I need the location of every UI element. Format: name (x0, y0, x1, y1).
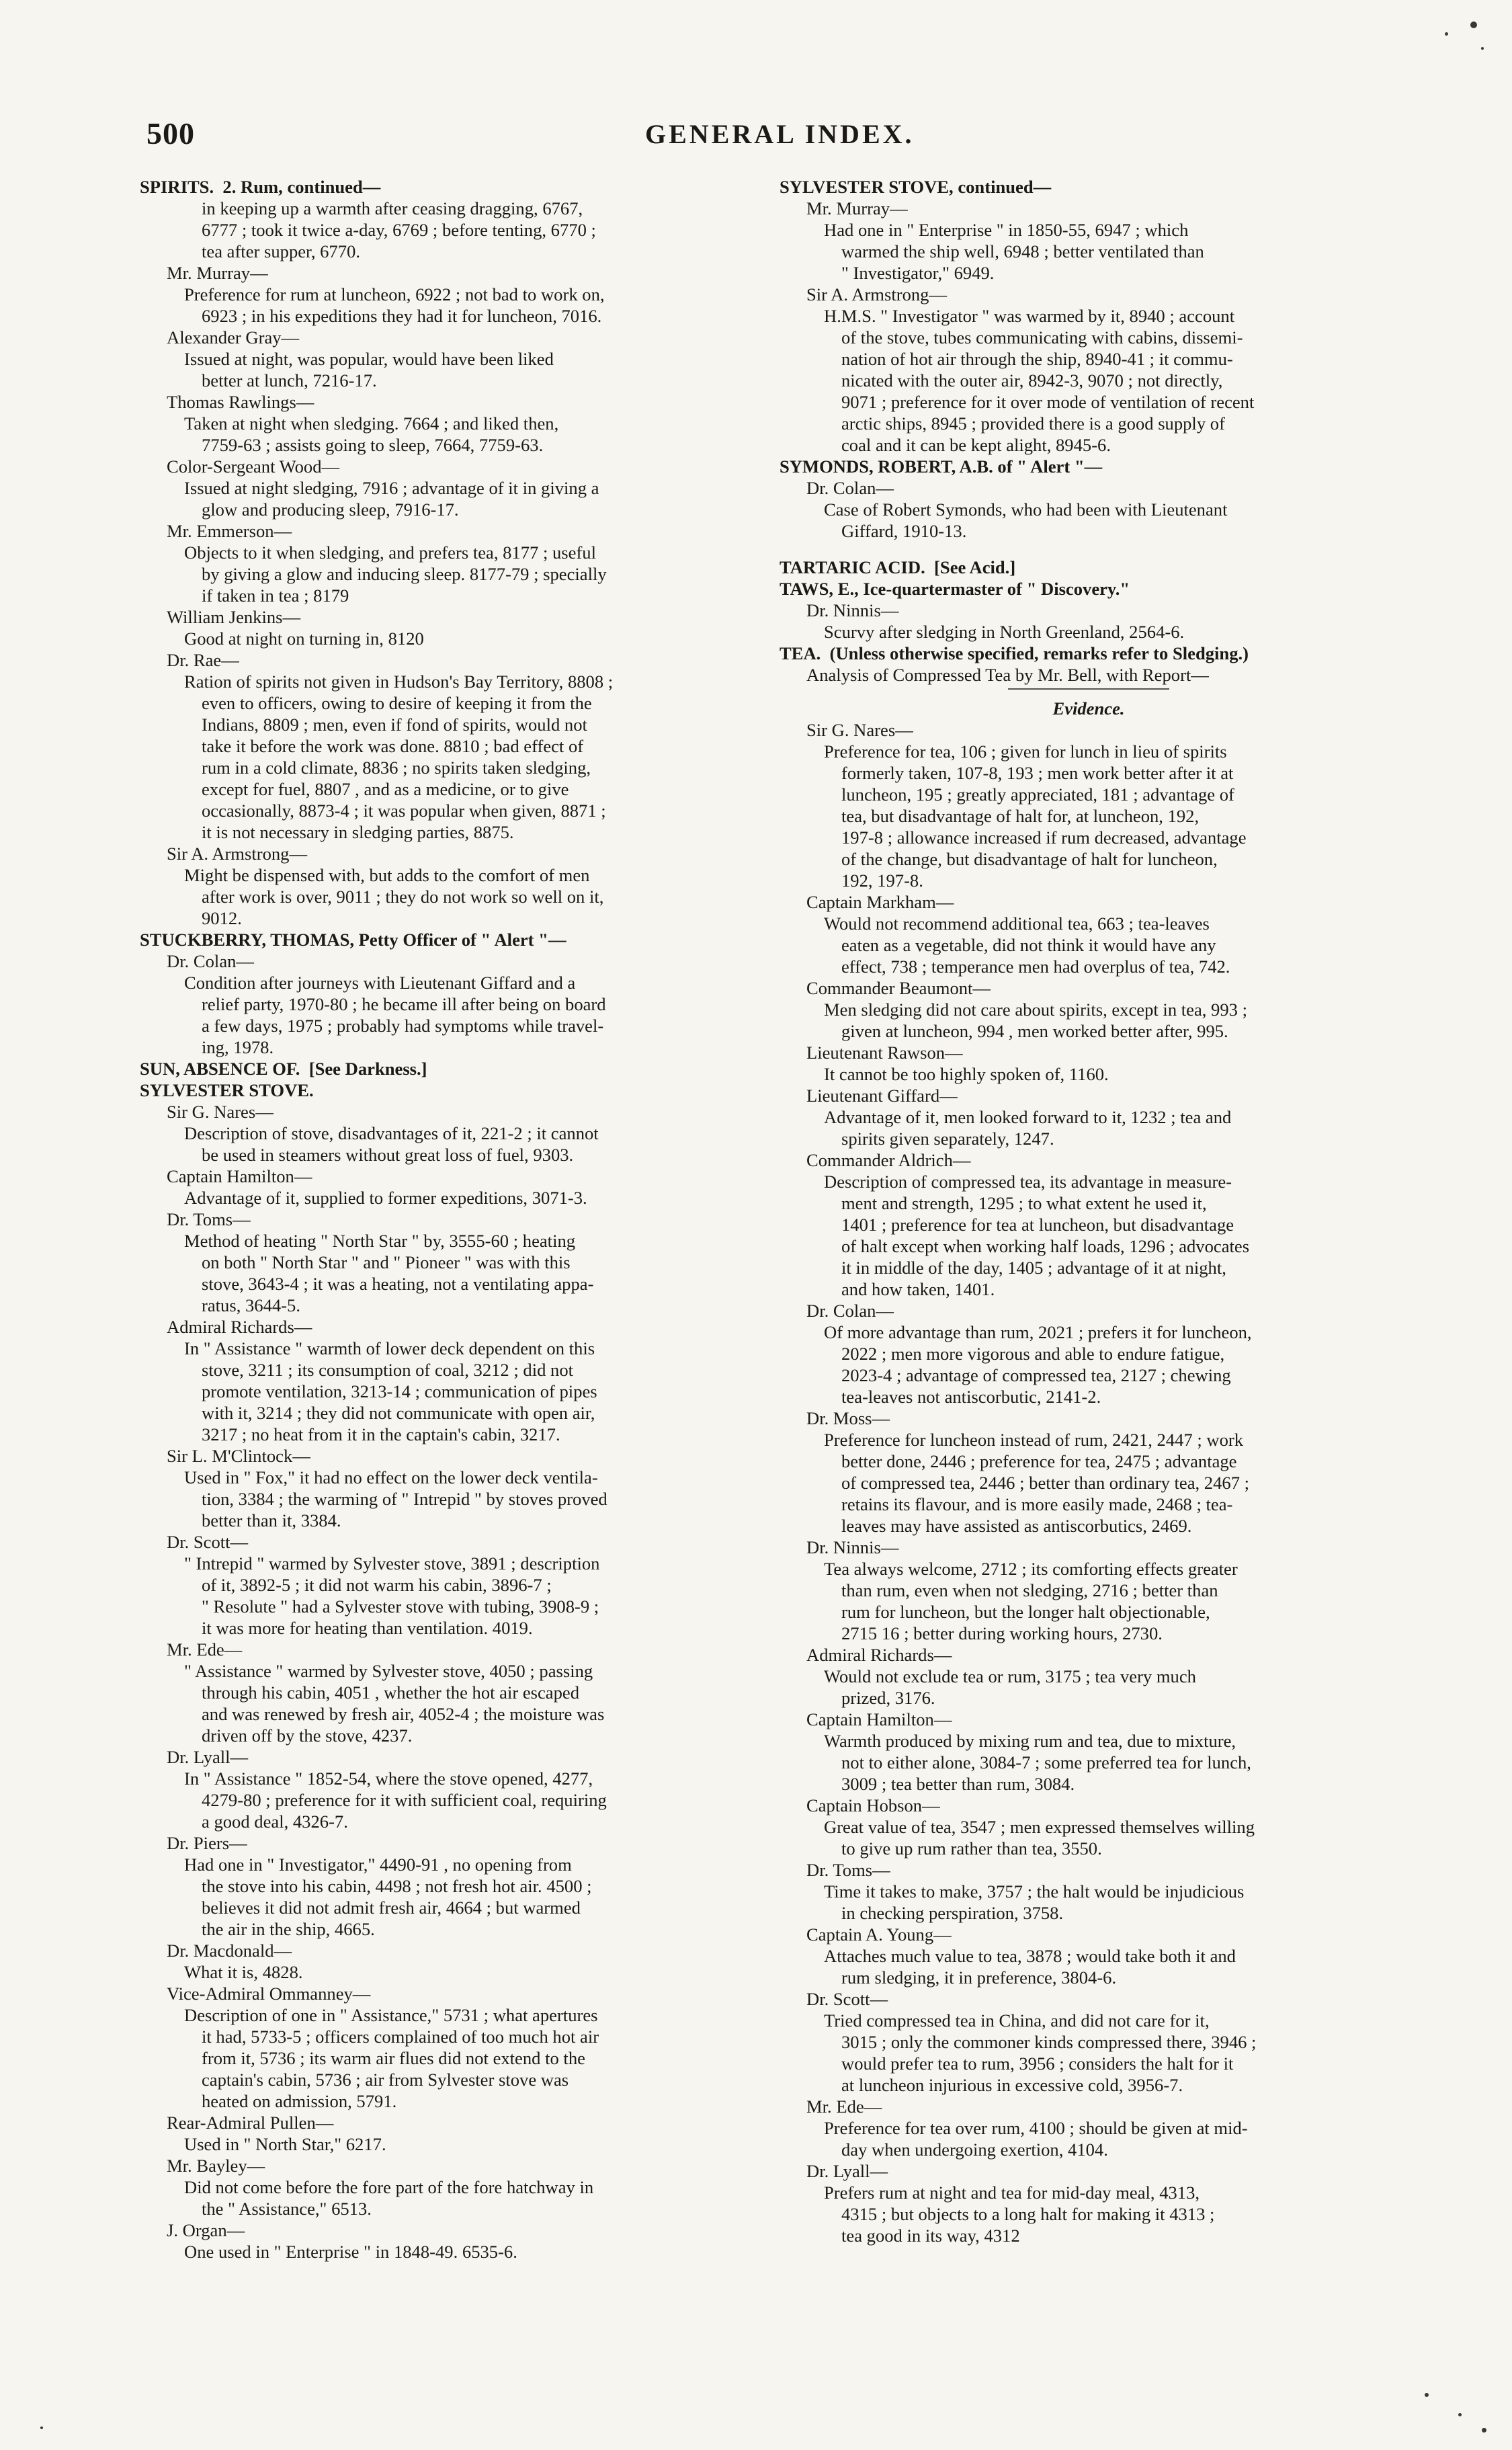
right-entry-heading: SYMONDS, ROBERT, A.B. of " Alert "— (780, 456, 1103, 477)
right-entry-text-continued: 4315 ; but objects to a long halt for making it 4313 ; (841, 2204, 1215, 2224)
left-entry-text: In " Assistance " warmth of lower deck dependent on this (184, 1338, 595, 1358)
left-witness-name: Color-Sergeant Wood— (167, 456, 340, 477)
left-entry-text: Issued at night sledging, 7916 ; advantage of it in giving a (184, 478, 599, 498)
left-entry-text-continued: a good deal, 4326-7. (202, 1811, 348, 1832)
right-entry-text-continued: 3015 ; only the commoner kinds compressed there, 3946 ; (841, 2032, 1257, 2052)
left-entry-text-continued: except for fuel, 8807 , and as a medicine, or to give (202, 779, 569, 799)
left-entry-text: What it is, 4828. (184, 1962, 303, 1982)
index-column-left (140, 176, 758, 2262)
right-entry-text-continued: in checking perspiration, 3758. (841, 1903, 1064, 1923)
left-entry-text: Had one in " Investigator," 4490-91 , no opening from (184, 1854, 572, 1875)
left-witness-name: Vice-Admiral Ommanney— (167, 1984, 371, 2004)
left-entry-text: " Assistance " warmed by Sylvester stove, 4050 ; passing (184, 1661, 593, 1681)
left-entry-text: Advantage of it, supplied to former expeditions, 3071-3. (184, 1188, 587, 1208)
left-witness-name: Mr. Ede— (167, 1639, 243, 1660)
right-witness-name: Lieutenant Rawson— (806, 1043, 963, 1063)
left-entry-text: Taken at night when sledging. 7664 ; and liked then, (184, 413, 559, 434)
left-entry-text-continued: take it before the work was done. 8810 ; bad effect of (202, 736, 584, 756)
right-entry-text-continued: coal and it can be kept alight, 8945-6. (841, 435, 1111, 455)
left-entry-text: In " Assistance " 1852-54, where the stove opened, 4277, (184, 1768, 593, 1789)
left-entry-text-continued: 9012. (202, 908, 242, 928)
left-witness-name: Sir L. M'Clintock— (167, 1446, 310, 1466)
left-entry-text-continued: in keeping up a warmth after ceasing dragging, 6767, (202, 198, 583, 218)
left-witness-name: Dr. Rae— (167, 650, 239, 670)
right-entry-heading: TAWS, E., Ice-quartermaster of " Discovery." (780, 579, 1130, 599)
left-entry-text-continued: even to officers, owing to desire of keeping it from the (202, 693, 592, 713)
right-entry-text-continued: 2715 16 ; better during working hours, 2730. (841, 1623, 1163, 1643)
right-entry-text-continued: 1401 ; preference for tea at luncheon, but disadvantage (841, 1215, 1234, 1235)
left-entry-text-continued: it had, 5733-5 ; officers complained of too much hot air (202, 2027, 599, 2047)
right-witness-name: Captain A. Young— (806, 1924, 952, 1945)
right-entry-text: Case of Robert Symonds, who had been with Lieutenant (824, 499, 1228, 520)
left-entry-text-continued: tion, 3384 ; the warming of " Intrepid " by stoves proved (202, 1489, 607, 1509)
right-spacer (780, 542, 1398, 557)
right-witness-name: Captain Hamilton— (806, 1709, 952, 1729)
right-entry-text-continued: and how taken, 1401. (841, 1279, 995, 1299)
right-witness-name: Dr. Colan— (806, 1301, 894, 1321)
right-entry-text-continued: spirits given separately, 1247. (841, 1129, 1054, 1149)
left-witness-name: Sir G. Nares— (167, 1102, 274, 1122)
left-entry-text-continued: 3217 ; no heat from it in the captain's cabin, 3217. (202, 1424, 560, 1444)
right-entry-text: Warmth produced by mixing rum and tea, due to mixture, (824, 1731, 1236, 1751)
left-witness-name: Dr. Piers— (167, 1833, 247, 1853)
left-entry-text: Description of stove, disadvantages of it, 221-2 ; it cannot (184, 1123, 599, 1143)
right-entry-text-continued: retains its flavour, and is more easily made, 2468 ; tea- (841, 1494, 1233, 1514)
left-witness-name: Alexander Gray— (167, 327, 300, 348)
left-entry-text-continued: occasionally, 8873-4 ; it was popular when given, 8871 ; (202, 801, 606, 821)
left-witness-name: Dr. Toms— (167, 1209, 251, 1229)
left-entry-text-continued: from it, 5736 ; its warm air flues did not extend to the (202, 2048, 585, 2068)
right-witness-name: Dr. Lyall— (806, 2161, 888, 2181)
right-entry-text: Preference for tea over rum, 4100 ; should be given at mid- (824, 2118, 1248, 2138)
right-entry-text-continued: rum for luncheon, but the longer halt objectionable, (841, 1602, 1210, 1622)
left-entry-heading: SYLVESTER STOVE. (140, 1080, 314, 1100)
right-witness-name: Sir G. Nares— (806, 720, 913, 740)
left-witness-name: J. Organ— (167, 2220, 245, 2240)
right-witness-name: Dr. Ninnis— (806, 1537, 899, 1557)
right-entry-text-continued: arctic ships, 8945 ; provided there is a good supply of (841, 413, 1225, 434)
left-entry-text: Issued at night, was popular, would have been liked (184, 349, 554, 369)
right-entry-text: Time it takes to make, 3757 ; the halt would be injudicious (824, 1881, 1245, 1902)
right-entry-text-continued: Giffard, 1910-13. (841, 521, 967, 541)
left-entry-text-continued: and was renewed by fresh air, 4052-4 ; the moisture was (202, 1704, 605, 1724)
right-entry-heading: TEA. (Unless otherwise specified, remarks refer to Sledging.) (780, 643, 1249, 663)
left-entry-text-continued: ratus, 3644-5. (202, 1295, 300, 1315)
right-entry-text-continued: effect, 738 ; temperance men had overplus of tea, 742. (841, 956, 1230, 977)
right-entry-text: Tea always welcome, 2712 ; its comforting effects greater (824, 1559, 1238, 1579)
right-entry-text: Of more advantage than rum, 2021 ; prefers it for luncheon, (824, 1322, 1252, 1342)
right-section-subheading: Evidence. (1052, 698, 1125, 719)
left-witness-name: William Jenkins— (167, 607, 301, 627)
right-entry-text: Advantage of it, men looked forward to it, 1232 ; tea and (824, 1107, 1232, 1127)
right-witness-name: Dr. Moss— (806, 1408, 890, 1428)
left-entry-text-continued: ing, 1978. (202, 1037, 274, 1057)
right-entry-text-continued: day when undergoing exertion, 4104. (841, 2139, 1108, 2160)
right-entry-text-continued: tea-leaves not antiscorbutic, 2141-2. (841, 1387, 1101, 1407)
left-entry-text: Used in " Fox," it had no effect on the lower deck ventila- (184, 1467, 598, 1487)
right-entry-text-continued: nation of hot air through the ship, 8940-41 ; it commu- (841, 349, 1233, 369)
left-entry-text-continued: on both " North Star " and " Pioneer " was with this (202, 1252, 571, 1272)
right-entry-text: H.M.S. " Investigator " was warmed by it, 8940 ; account (824, 306, 1235, 326)
left-entry-text-continued: believes it did not admit fresh air, 4664 ; but warmed (202, 1897, 581, 1918)
left-entry-text: Condition after journeys with Lieutenant Giffard and a (184, 973, 576, 993)
right-entry-text-continued: given at luncheon, 994 , men worked better after, 995. (841, 1021, 1228, 1041)
left-witness-name: Sir A. Armstrong— (167, 844, 308, 864)
left-entry-heading: SPIRITS. 2. Rum, continued— (140, 177, 381, 197)
right-entry-heading: SYLVESTER STOVE, continued— (780, 177, 1052, 197)
right-entry-text-continued: eaten as a vegetable, did not think it would have any (841, 935, 1216, 955)
right-entry-text-continued: 9071 ; preference for it over mode of ventilation of recent (841, 392, 1255, 412)
right-witness-name: Dr. Colan— (806, 478, 894, 498)
right-entry-text-continued: formerly taken, 107-8, 193 ; men work better after it at (841, 763, 1234, 783)
left-entry-text-continued: with it, 3214 ; they did not communicate with open air, (202, 1403, 595, 1423)
left-entry-text: Used in " North Star," 6217. (184, 2134, 386, 2154)
right-entry-text-continued: 2022 ; men more vigorous and able to endure fatigue, (841, 1344, 1225, 1364)
left-entry-text-continued: if taken in tea ; 8179 (202, 585, 349, 606)
left-witness-name: Dr. Scott— (167, 1532, 249, 1552)
index-column-right (780, 176, 1398, 2246)
right-witness-name: Captain Markham— (806, 892, 954, 912)
right-entry-text-continued: to give up rum rather than tea, 3550. (841, 1838, 1102, 1859)
left-entry-text-continued: tea after supper, 6770. (202, 241, 360, 261)
left-entry-text: Method of heating " North Star " by, 3555-60 ; heating (184, 1231, 576, 1251)
left-entry-text-continued: the stove into his cabin, 4498 ; not fresh hot air. 4500 ; (202, 1876, 592, 1896)
right-entry-text-continued: than rum, even when not sledging, 2716 ; better than (841, 1580, 1218, 1600)
right-entry-text-continued: 197-8 ; allowance increased if rum decreased, advantage (841, 827, 1247, 848)
right-witness-name: Admiral Richards— (806, 1645, 952, 1665)
left-entry-text-continued: it is not necessary in sledging parties, 8875. (202, 822, 514, 842)
left-entry-text: Did not come before the fore part of the fore hatchway in (184, 2177, 594, 2197)
right-witness-name: Analysis of Compressed Tea by Mr. Bell, with Report— (806, 665, 1209, 685)
left-witness-name: Dr. Macdonald— (167, 1941, 292, 1961)
right-entry-text-continued: of the stove, tubes communicating with cabins, dissemi- (841, 327, 1243, 348)
left-entry-text-continued: 7759-63 ; assists going to sleep, 7664, 7759-63. (202, 435, 544, 455)
left-entry-text-continued: stove, 3211 ; its consumption of coal, 3212 ; did not (202, 1360, 574, 1380)
left-entry-text: One used in " Enterprise " in 1848-49. 6535-6. (184, 2242, 517, 2262)
left-entry-text: Objects to it when sledging, and prefers tea, 8177 ; useful (184, 542, 596, 563)
right-entry-text: Great value of tea, 3547 ; men expressed themselves willing (824, 1817, 1255, 1837)
right-entry-text-continued: warmed the ship well, 6948 ; better ventilated than (841, 241, 1204, 261)
right-entry-heading: TARTARIC ACID. [See Acid.] (780, 557, 1016, 577)
right-entry-text-continued: 2023-4 ; advantage of compressed tea, 2127 ; chewing (841, 1365, 1231, 1385)
right-entry-text-continued: " Investigator," 6949. (841, 263, 995, 283)
left-entry-text-continued: better than it, 3384. (202, 1510, 341, 1530)
right-witness-name: Lieutenant Giffard— (806, 1086, 958, 1106)
left-entry-text-continued: the air in the ship, 4665. (202, 1919, 375, 1939)
right-witness-name: Sir A. Armstrong— (806, 284, 948, 304)
left-witness-name: Thomas Rawlings— (167, 392, 314, 412)
right-witness-name: Mr. Ede— (806, 2096, 882, 2117)
left-entry-heading: STUCKBERRY, THOMAS, Petty Officer of " Alert "— (140, 930, 566, 950)
page-number: 500 (146, 116, 195, 151)
right-entry-text-continued: at luncheon injurious in excessive cold, 3956-7. (841, 2075, 1183, 2095)
left-witness-name: Mr. Bayley— (167, 2156, 265, 2176)
left-entry-text-continued: driven off by the stove, 4237. (202, 1725, 413, 1746)
left-entry-text-continued: promote ventilation, 3213-14 ; communication of pipes (202, 1381, 597, 1401)
right-entry-text-continued: nicated with the outer air, 8942-3, 9070 ; not directly, (841, 370, 1223, 391)
left-witness-name: Dr. Lyall— (167, 1747, 249, 1767)
left-witness-name: Rear-Admiral Pullen— (167, 2113, 334, 2133)
left-entry-text-continued: by giving a glow and inducing sleep. 8177-79 ; specially (202, 564, 607, 584)
right-entry-text-continued: luncheon, 195 ; greatly appreciated, 181 ; advantage of (841, 784, 1234, 805)
right-entry-text: It cannot be too highly spoken of, 1160. (824, 1064, 1109, 1084)
right-entry-text-continued: tea good in its way, 4312 (841, 2226, 1020, 2246)
right-entry-text-continued: 3009 ; tea better than rum, 3084. (841, 1774, 1075, 1794)
left-entry-text-continued: through his cabin, 4051 , whether the hot air escaped (202, 1682, 580, 1703)
left-entry-text-continued: captain's cabin, 5736 ; air from Sylvester stove was (202, 2070, 569, 2090)
left-entry-text: " Intrepid " warmed by Sylvester stove, 3891 ; description (184, 1553, 600, 1574)
left-entry-text: Preference for rum at luncheon, 6922 ; not bad to work on, (184, 284, 605, 304)
right-entry-text: Would not recommend additional tea, 663 ; tea-leaves (824, 913, 1210, 934)
left-entry-text-continued: a few days, 1975 ; probably had symptoms while travel- (202, 1016, 604, 1036)
right-entry-text: Prefers rum at night and tea for mid-day meal, 4313, (824, 2182, 1200, 2203)
right-entry-text: Preference for luncheon instead of rum, 2421, 2447 ; work (824, 1430, 1244, 1450)
right-entry-text-continued: of the change, but disadvantage of halt for luncheon, (841, 849, 1218, 869)
left-entry-heading: SUN, ABSENCE OF. [See Darkness.] (140, 1059, 427, 1079)
right-witness-name: Commander Aldrich— (806, 1150, 971, 1170)
right-entry-text: Would not exclude tea or rum, 3175 ; tea very much (824, 1666, 1196, 1686)
right-entry-text-continued: better done, 2446 ; preference for tea, 2475 ; advantage (841, 1451, 1237, 1471)
right-entry-text-continued: of halt except when working half loads, 1296 ; advocates (841, 1236, 1250, 1256)
right-entry-text-continued: not to either alone, 3084-7 ; some preferred tea for lunch, (841, 1752, 1251, 1772)
left-entry-text-continued: better at lunch, 7216-17. (202, 370, 377, 391)
left-entry-text-continued: 4279-80 ; preference for it with sufficient coal, requiring (202, 1790, 607, 1810)
right-entry-text-continued: it in middle of the day, 1405 ; advantage of it at night, (841, 1258, 1226, 1278)
right-witness-name: Dr. Toms— (806, 1860, 890, 1880)
left-entry-text-continued: after work is over, 9011 ; they do not work so well on it, (202, 887, 604, 907)
right-entry-text: Attaches much value to tea, 3878 ; would take both it and (824, 1946, 1236, 1966)
left-entry-text-continued: 6923 ; in his expeditions they had it for luncheon, 7016. (202, 306, 602, 326)
left-witness-name: Captain Hamilton— (167, 1166, 312, 1186)
right-entry-text: Men sledging did not care about spirits, except in tea, 993 ; (824, 999, 1247, 1020)
left-entry-text-continued: relief party, 1970-80 ; he became ill after being on board (202, 994, 606, 1014)
left-entry-text: Good at night on turning in, 8120 (184, 628, 424, 649)
left-entry-text-continued: heated on admission, 5791. (202, 2091, 397, 2111)
left-witness-name: Mr. Murray— (167, 263, 268, 283)
right-witness-name: Dr. Scott— (806, 1989, 888, 2009)
right-entry-text: Description of compressed tea, its advantage in measure- (824, 1172, 1232, 1192)
right-entry-text-continued: would prefer tea to rum, 3956 ; considers the halt for it (841, 2053, 1234, 2074)
left-entry-text-continued: it was more for heating than ventilation. 4019. (202, 1618, 533, 1638)
right-entry-text-continued: prized, 3176. (841, 1688, 935, 1708)
left-witness-name: Mr. Emmerson— (167, 521, 292, 541)
right-entry-text-continued: ment and strength, 1295 ; to what extent he used it, (841, 1193, 1207, 1213)
left-entry-text: Ration of spirits not given in Hudson's Bay Territory, 8808 ; (184, 671, 614, 692)
left-witness-name: Dr. Colan— (167, 951, 255, 971)
left-entry-text-continued: glow and producing sleep, 7916-17. (202, 499, 459, 520)
right-entry-text-continued: leaves may have assisted as antiscorbutics, 2469. (841, 1516, 1192, 1536)
right-entry-text: Had one in " Enterprise " in 1850-55, 6947 ; which (824, 220, 1189, 240)
left-entry-text-continued: of it, 3892-5 ; it did not warm his cabin, 3896-7 ; (202, 1575, 552, 1595)
right-entry-text: Preference for tea, 106 ; given for lunch in lieu of spirits (824, 741, 1227, 762)
left-entry-text-continued: 6777 ; took it twice a-day, 6769 ; before tenting, 6770 ; (202, 220, 596, 240)
right-entry-text-continued: tea, but disadvantage of halt for, at luncheon, 192, (841, 806, 1200, 826)
right-entry-text: Scurvy after sledging in North Greenland, 2564-6. (824, 622, 1185, 642)
left-entry-text-continued: stove, 3643-4 ; it was a heating, not a ventilating appa- (202, 1274, 594, 1294)
right-witness-name: Dr. Ninnis— (806, 600, 899, 620)
right-witness-name: Captain Hobson— (806, 1795, 940, 1815)
left-entry-text-continued: rum in a cold climate, 8836 ; no spirits taken sledging, (202, 758, 591, 778)
left-witness-name: Admiral Richards— (167, 1317, 312, 1337)
left-entry-text-continued: " Resolute " had a Sylvester stove with tubing, 3908-9 ; (202, 1596, 599, 1617)
right-divider-rule (1008, 688, 1169, 690)
right-witness-name: Commander Beaumont— (806, 978, 991, 998)
left-entry-text: Description of one in " Assistance," 5731 ; what apertures (184, 2005, 598, 2025)
right-witness-name: Mr. Murray— (806, 198, 908, 218)
left-entry-text-continued: Indians, 8809 ; men, even if fond of spirits, would not (202, 714, 587, 735)
right-entry-text-continued: rum sledging, it in preference, 3804-6. (841, 1967, 1117, 1988)
running-head: GENERAL INDEX. (645, 119, 915, 149)
left-entry-text-continued: the " Assistance," 6513. (202, 2199, 372, 2219)
left-entry-text-continued: be used in steamers without great loss of fuel, 9303. (202, 1145, 574, 1165)
right-entry-text-continued: of compressed tea, 2446 ; better than ordinary tea, 2467 ; (841, 1473, 1250, 1493)
left-entry-text: Might be dispensed with, but adds to the comfort of men (184, 865, 590, 885)
right-entry-text-continued: 192, 197-8. (841, 870, 923, 891)
right-entry-text: Tried compressed tea in China, and did not care for it, (824, 2010, 1210, 2031)
